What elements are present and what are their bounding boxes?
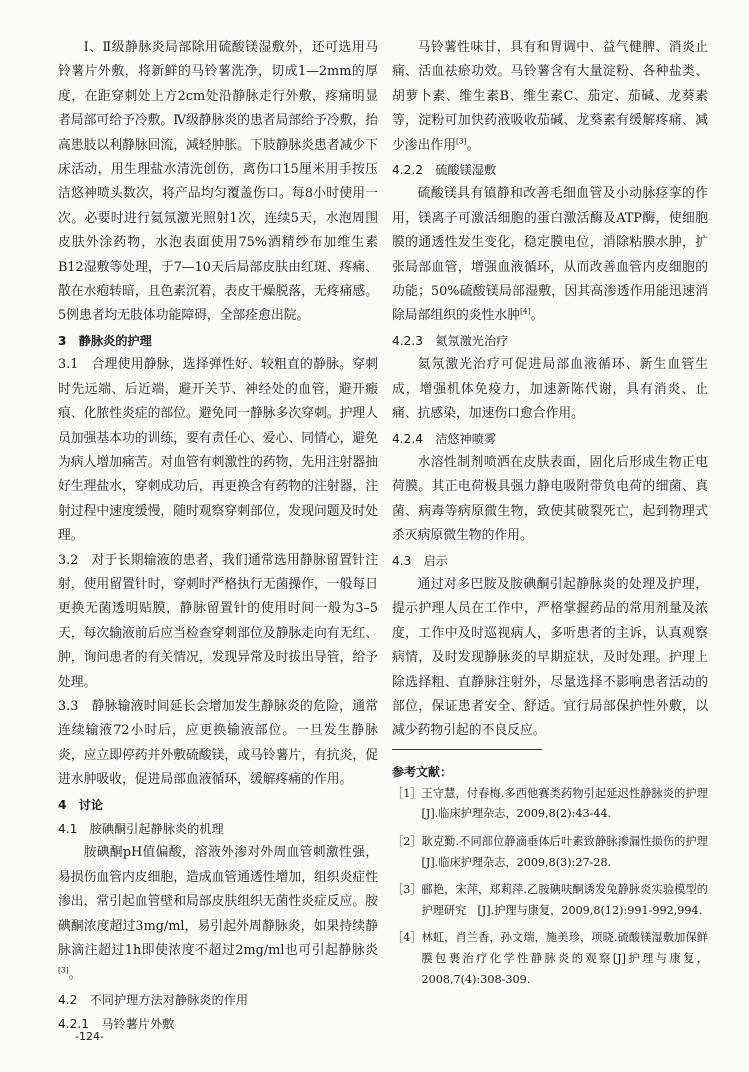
reference-text: 耿克勤.不同部位静滴垂体后叶素致静脉渗漏性损伤的护理[J].临床护理杂志，2009,8(3):27-28. bbox=[421, 834, 708, 869]
left-column bbox=[58, 36, 378, 1037]
subsection-heading-4-2-2: 4.2.2 硫酸镁湿敷 bbox=[392, 163, 497, 178]
paragraph-4-2-1 bbox=[392, 36, 708, 158]
references-title: 参考文献： bbox=[392, 764, 453, 779]
reference-number: ［4］ bbox=[392, 931, 422, 945]
reference-number: ［3］ bbox=[392, 883, 422, 897]
paragraph-3-2: 3.2 对于长期输液的患者，我们通常选用静脉留置针注射，使用留置针时，穿刺时严格执行无菌操作，一般每日更换无菌透明贴膜，静脉留置针的使用时间一般为3–5天，每次输液前后应当检查穿刺部位及静脉走向有无红、肿，询问患者的有关情况，发现异常及时拔出导管，给予处理。 bbox=[58, 552, 378, 690]
paragraph-4-2-3: 氦氖激光治疗可促进局部血液循环、新生血管生成，增强机体免疫力，加速新陈代谢，具有消炎、止痛、抗感染，加速伤口愈合作用。 bbox=[392, 357, 708, 422]
paragraph-4-2-2 bbox=[392, 182, 708, 328]
right-column bbox=[392, 36, 708, 997]
reference-item bbox=[392, 928, 708, 990]
reference-item bbox=[392, 784, 708, 825]
reference-number: ［1］ bbox=[392, 786, 422, 800]
paragraph-4-1-end: 。 bbox=[68, 967, 82, 983]
subsection-heading-4-2-3: 4.2.3 氦氖激光治疗 bbox=[392, 333, 509, 348]
paragraph-4-1 bbox=[58, 841, 378, 987]
reference-item bbox=[392, 832, 708, 873]
reference-number: ［2］ bbox=[392, 834, 422, 848]
subsection-heading-4-2-4: 4.2.4 洁悠神喷雾 bbox=[392, 431, 497, 446]
paragraph-4-1-text: 胺碘酮pH值偏酸，溶液外渗对外周血管刺激性强，易损伤血管内皮细胞，造成血管通透性增加，组织炎症性渗出，常引起血管壁和局部皮肤组织无菌性炎症反应。胺碘酮浓度超过3mg/ml，易引起外周静脉炎，如果持续静脉滴注超过1h即使浓度不超过2mg/ml也可引起静脉炎 bbox=[58, 845, 378, 959]
reference-text: 王守慧，付春梅.多西他赛类药物引起延迟性静脉炎的护理[J].临床护理杂志，2009,8(2):43-44. bbox=[421, 786, 708, 821]
paragraph-4-2-2-end: 。 bbox=[530, 308, 544, 324]
reference-text: 林虹，肖兰香，孙文瑞，施美珍，项晓.硫酸镁湿敷加保鲜膜包裹治疗化学性静脉炎的观察[J]护理与康复，2008,7(4):308-309. bbox=[421, 931, 708, 986]
citation-3: [3] bbox=[58, 966, 69, 976]
paragraph-4-3: 通过对多巴胺及胺碘酮引起静脉炎的处理及护理，提示护理人员在工作中，严格掌握药品的常用剂量及浓度，工作中及时巡视病人，多听患者的主诉，认真观察病情，及时发现静脉炎的早期症状，及时处理。护理上除选择粗、直静脉注射外，尽量选择不影响患者活动的部位，保证患者安全、舒适。宜行局部保护性外敷，以减少药物引起的不良反应。 bbox=[392, 576, 708, 739]
section-heading-4: 4 讨论 bbox=[58, 797, 104, 812]
subsection-heading-4-2-1: 4.2.1 马铃薯片外敷 bbox=[58, 1017, 175, 1032]
paragraph-4-2-4: 水溶性制剂喷洒在皮肤表面，固化后形成生物正电荷膜。其正电荷极具强力静电吸附带负电荷的细菌、真菌、病毒等病原微生物，致使其破裂死亡，起到物理式杀灭病原微生物的作用。 bbox=[392, 454, 708, 544]
paragraph-3-1: 3.1 合理使用静脉，选择弹性好、较粗直的静脉。穿刺时先远端、后近端，避开关节、神经处的血管，避开瘢痕、化脓性炎症的部位。避免同一静脉多次穿刺。护理人员加强基本功的训练，要有责任心、爱心、同情心，避免为病人增加痛苦。对血管有刺激性的药物，先用注射器抽好生理盐水，穿刺成功后，再更换含有药物的注射器，注射过程中速度缓慢，随时观察穿刺部位，发现问题及时处理。 bbox=[58, 357, 378, 544]
reference-item bbox=[392, 880, 708, 921]
paragraph-4-2-2-text: 硫酸镁具有镇静和改善毛细血管及小动脉痉挛的作用，镁离子可激活细胞的蛋白激活酶及ATP酶，使细胞膜的通透性发生变化，稳定膜电位，消除粘膜水肿，扩张局部血管，增强血液循环，从而改善血管内皮细胞的功能；50%硫酸镁局部湿敷，因其高渗透作用能迅速消除局部组织的炎性水肿 bbox=[392, 186, 708, 324]
citation-4: [4] bbox=[519, 307, 531, 317]
paragraph-3-3: 3.3 静脉输液时间延长会增加发生静脉炎的危险，通常连续输液72小时后，应更换输液部位。一旦发生静脉炎，应立即停药并外敷硫酸镁，或马铃薯片，有抗炎，促进水肿吸收，促进局部血液循环，缓解疼痛的作用。 bbox=[58, 698, 378, 788]
reference-text: 郦艳，宋萍，郑莉萍.乙胺碘呋酮诱发兔静脉炎实验模型的护理研究 [J].护理与康复，2009,8(12):991-992,994. bbox=[421, 883, 708, 917]
paragraph-4-2-1-text: 马铃薯性味甘，具有和胃调中、益气健脾、消炎止痛、活血祛瘀功效。马铃薯含有大量淀粉、各种盐类、胡萝卜素、维生素B、维生素C、茄定、茄碱、龙葵素等，淀粉可加快药液吸收茄碱、龙葵素有缓解疼痛、减少渗出作用 bbox=[392, 40, 708, 153]
page-number: -124- bbox=[75, 1030, 104, 1043]
references-divider bbox=[392, 749, 542, 750]
citation-3b: [3] bbox=[455, 136, 467, 146]
subsection-heading-4-3: 4.3 启示 bbox=[392, 553, 448, 568]
references-list bbox=[392, 784, 708, 990]
subsection-heading-4-2: 4.2 不同护理方法对静脉炎的作用 bbox=[58, 992, 249, 1007]
subsection-heading-4-1: 4.1 胺碘酮引起静脉炎的机理 bbox=[58, 822, 224, 836]
section-heading-3: 3 静脉炎的护理 bbox=[58, 333, 152, 348]
paragraph-4-2-1-end: 。 bbox=[466, 137, 480, 153]
paragraph-phlebitis-treatment: Ⅰ、Ⅱ级静脉炎局部除用硫酸镁湿敷外，还可选用马铃薯片外敷，将新鲜的马铃薯洗净，切成1—2mm的厚度，在距穿刺处上方2cm处沿静脉走行外敷，疼痛明显者局部可给予冷敷。Ⅳ级静脉炎的患者局部给予冷敷，抬高患肢以利静脉回流，减轻肿胀。下肢静脉炎患者减少下床活动，用生理盐水清洗创伤，离伤口15厘米用手按压洁悠神喷头数次，将产品均匀覆盖伤口。每8小时使用一次。必要时进行氦氖激光照射1次，连续5天，水泡周围皮肤外涂药物，水泡表面使用75%酒精纱布加维生素B12湿敷等处理，于7—10天后局部皮肤由红斑、疼痛、散在水疱转暗，且色素沉着，表皮干燥脱落，无疼痛感。5例患者均无肢体功能障碍，全部痊愈出院。 bbox=[58, 40, 378, 324]
